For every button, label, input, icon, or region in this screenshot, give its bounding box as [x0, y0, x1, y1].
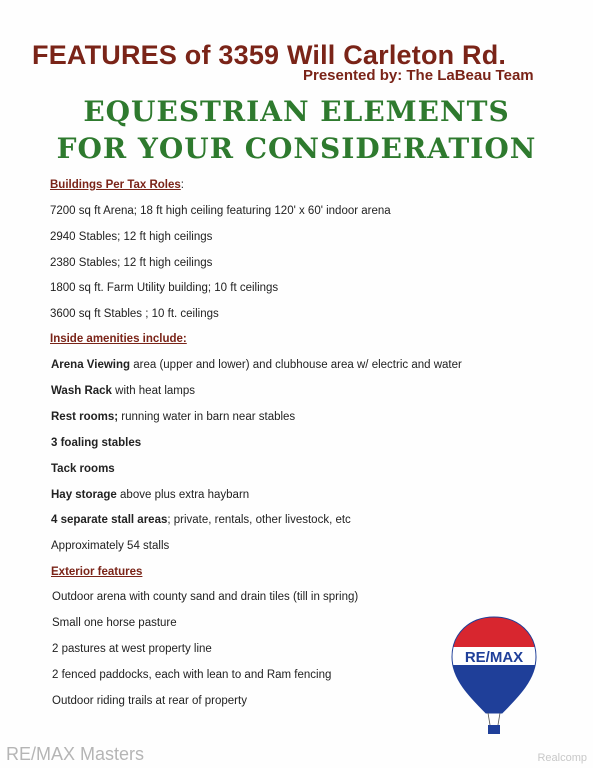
amenity-bold: Tack rooms	[51, 463, 115, 475]
remax-logo-text: RE/MAX	[464, 649, 524, 666]
amenity-bold: 4 separate stall areas	[51, 514, 168, 526]
buildings-label: Buildings Per Tax Roles	[50, 179, 181, 191]
exterior-section-label: Exterior features	[51, 566, 143, 578]
exterior-item: 2 fenced paddocks, each with lean to and Ram fencing	[52, 669, 332, 681]
amenity-rest: Approximately 54 stalls	[51, 540, 170, 552]
remax-balloon-logo	[448, 613, 540, 743]
amenity-item	[51, 411, 295, 423]
amenity-rest: ; private, rentals, other livestock, etc	[167, 514, 351, 526]
amenity-bold: Arena Viewing	[51, 359, 131, 371]
watermark-realcomp: Realcomp	[537, 752, 587, 764]
building-item: 2940 Stables; 12 ft high ceilings	[50, 231, 213, 243]
amenity-item	[51, 514, 351, 526]
exterior-item: Outdoor riding trails at rear of property	[52, 695, 247, 707]
exterior-item: Small one horse pasture	[52, 617, 177, 629]
watermark-brokerage: RE/MAX Masters	[6, 744, 145, 764]
inside-section-label: Inside amenities include:	[50, 333, 187, 345]
amenity-rest: running water in barn near stables	[118, 411, 296, 423]
buildings-section-label	[50, 179, 184, 191]
amenity-bold: Wash Rack	[51, 385, 112, 397]
heading-line-2: FOR YOUR CONSIDERATION	[56, 132, 537, 165]
building-item: 1800 sq ft. Farm Utility building; 10 ft ceilings	[50, 282, 279, 294]
amenity-bold: 3 foaling stables	[51, 437, 142, 449]
presented-by: Presented by: The LaBeau Team	[303, 67, 534, 84]
amenity-bold: Hay storage	[51, 489, 117, 501]
exterior-item: 2 pastures at west property line	[52, 643, 212, 655]
listing-title: FEATURES of 3359 Will Carleton Rd.	[32, 40, 507, 70]
amenity-item	[51, 437, 141, 449]
building-item: 2380 Stables; 12 ft high ceilings	[50, 257, 213, 269]
heading-line-1: EQUESTRIAN ELEMENTS	[83, 95, 510, 128]
amenity-item	[51, 540, 169, 552]
amenity-item	[51, 385, 195, 397]
amenity-rest: area (upper and lower) and clubhouse area w/ electric and water	[130, 359, 462, 371]
amenity-bold: Rest rooms;	[51, 411, 119, 423]
exterior-item: Outdoor arena with county sand and drain tiles (till in spring)	[52, 591, 359, 603]
building-item: 7200 sq ft Arena; 18 ft high ceiling featuring 120' x 60' indoor arena	[50, 205, 391, 217]
amenity-item	[51, 359, 462, 371]
amenity-item	[51, 463, 115, 475]
amenity-rest: with heat lamps	[111, 385, 196, 397]
building-item: 3600 sq ft Stables ; 10 ft. ceilings	[50, 308, 219, 320]
amenity-item	[51, 489, 249, 501]
amenity-rest: above plus extra haybarn	[116, 489, 250, 501]
buildings-label-colon: :	[180, 179, 184, 191]
